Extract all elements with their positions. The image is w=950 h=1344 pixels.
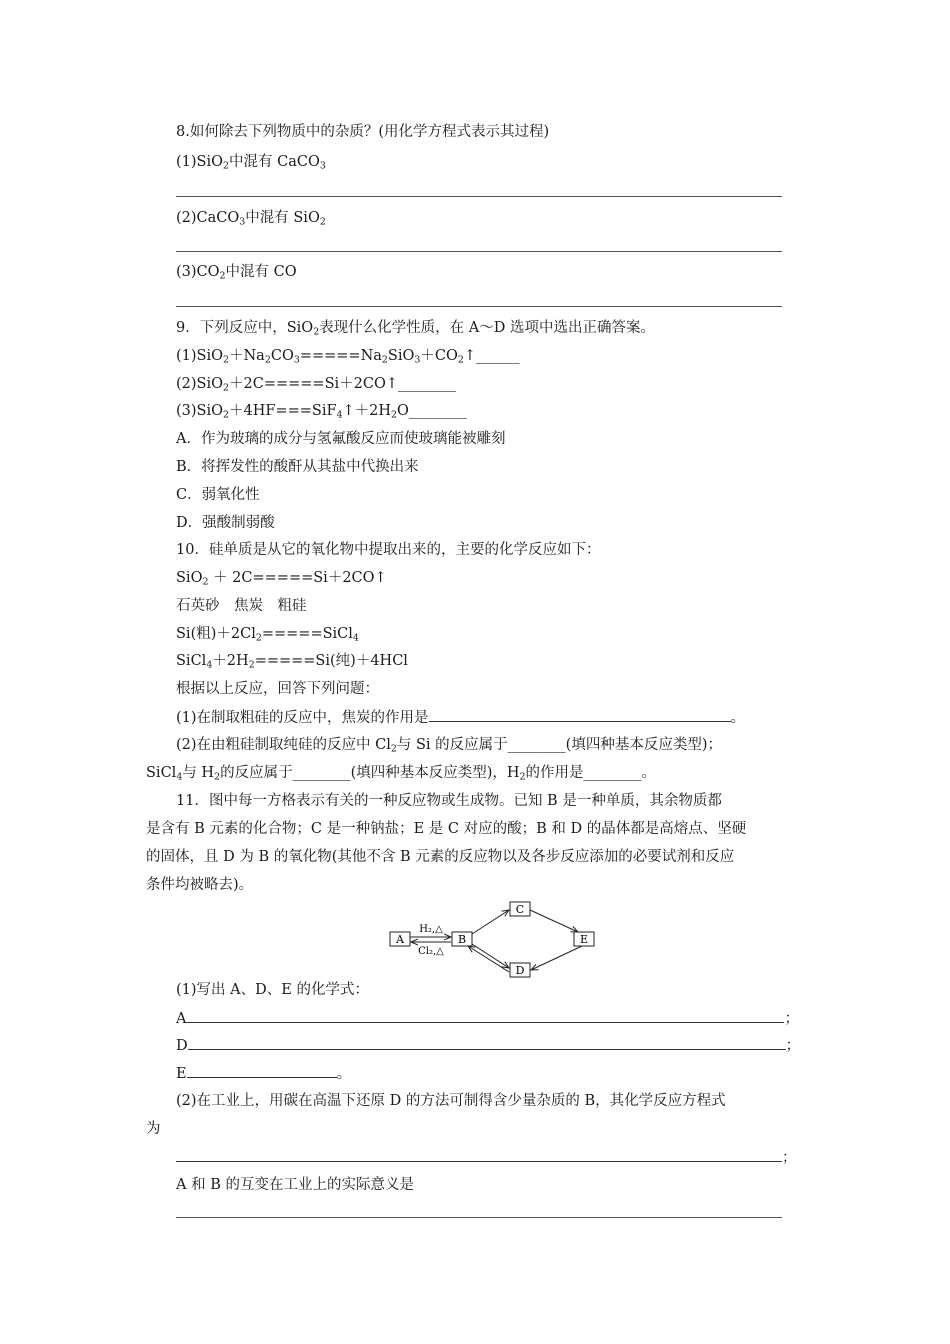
q11-part1: (1)写出 A、D、E 的化学式：: [176, 982, 369, 998]
q10-part1: (1)在制取粗硅的反应中，焦炭的作用是 。: [176, 707, 745, 728]
q11-answer-d-blank[interactable]: [188, 1035, 786, 1050]
q9-stem: 9．下列反应中，SiO$_2$表现什么化学性质，在 A～D 选项中选出正确答案。: [176, 320, 656, 338]
svg-text:A: A: [396, 933, 404, 946]
q9-equation-3: $(3)SiO_2+4HF===SiF_4↑+2H_2O\_\_\_\_\_\_\_\_$: [176, 403, 467, 421]
q10-reaction-1: SiO$_2$ ＋ 2C=====Si＋2CO↑: [176, 570, 387, 588]
label-h2-heat: H₂,△: [419, 924, 443, 935]
arrow-c-to-e: [530, 910, 578, 932]
q10-prompt: 根据以上反应，回答下列问题：: [176, 681, 379, 697]
q11-part2-line2: 为: [146, 1121, 161, 1137]
svg-text:E: E: [579, 933, 589, 946]
q11-stem-line2: 是含有 B 元素的化合物；C 是一种钠盐；E 是 C 对应的酸；B 和 D 的晶体都是高熔点、坚硬: [146, 821, 747, 837]
q11-answer-e-blank[interactable]: [187, 1063, 337, 1078]
q9-option-a: A．作为玻璃的成分与氢氟酸反应而使玻璃能被雕刻: [176, 431, 506, 447]
q10-part1-blank[interactable]: [429, 707, 731, 722]
q9-option-c: C．弱氧化性: [176, 487, 260, 503]
q11-answer-d: D ；: [176, 1035, 800, 1056]
q10-part2-line1: (2)在由粗硅制取纯硅的反应中 $Cl_2$与 Si 的反应属于________(填四种基本反应类型)；: [176, 737, 722, 755]
svg-text:D: D: [515, 964, 525, 977]
reaction-diagram: [388, 898, 598, 982]
q8-answer-line-1[interactable]: [176, 196, 782, 197]
q11-answer-a: A ；: [176, 1008, 799, 1029]
q9-option-b: B．将挥发性的酸酐从其盐中代换出来: [176, 459, 419, 475]
q9-equation-1: $(1)SiO_2+Na_2CO_3=====Na_2SiO_3+CO_2↑\_\_\_\_\_\_$: [176, 348, 520, 366]
node-b: [452, 932, 472, 946]
arrow-b-to-c: [472, 910, 509, 934]
q11-part2-line1: (2)在工业上，用碳在高温下还原 D 的方法可制得含少量杂质的 B，其化学反应方程式: [176, 1093, 726, 1109]
node-a: [390, 932, 410, 946]
node-e: [574, 932, 594, 946]
q11-part3-answer-line[interactable]: [176, 1217, 782, 1218]
q11-stem-line4: 条件均被略去)。: [146, 877, 254, 893]
q8-part2: (2)CaCO$_3$中混有 SiO$_2$: [176, 210, 326, 228]
q11-equation-answer: ；: [176, 1147, 797, 1168]
q9-option-d: D．强酸制弱酸: [176, 515, 275, 531]
node-c: [510, 902, 530, 916]
q10-stem: 10．硅单质是从它的氧化物中提取出来的，主要的化学反应如下：: [176, 542, 601, 558]
q9-equation-2: (2)SiO$_2$＋2C=====Si＋2CO↑________: [176, 376, 456, 394]
node-d: [510, 963, 530, 977]
q11-part3: A 和 B 的互变在工业上的实际意义是: [176, 1177, 414, 1193]
q8-stem: 8.如何除去下列物质中的杂质？(用化学方程式表示其过程): [176, 124, 550, 140]
q11-stem-line1: 11．图中每一方格表示有关的一种反应物或生成物。已知 B 是一种单质，其余物质都: [176, 793, 722, 809]
q8-part3: $(3)CO_2$中混有 CO: [176, 264, 297, 282]
label-cl2-heat: Cl₂,△: [418, 946, 444, 957]
arrow-b-to-d: [472, 944, 509, 968]
q10-reaction-3: $SiCl_4+2H_2=====Si$(纯)＋4HCl: [176, 653, 408, 671]
q11-answer-a-blank[interactable]: [186, 1008, 784, 1023]
q10-part2-line2: SiCl$_4$与 $H_2$的反应属于________(填四种基本反应类型)，$H_2$的作用是________。: [146, 765, 657, 783]
svg-text:C: C: [515, 903, 525, 916]
arrow-d-to-b: [468, 946, 509, 972]
arrow-e-to-d: [531, 946, 582, 970]
q8-answer-line-2[interactable]: [176, 251, 782, 252]
q8-part1: (1)SiO$_2$中混有 CaCO$_3$: [176, 154, 326, 172]
q10-reaction-2: Si(粗)$+2Cl_2=====SiCl_4$: [176, 626, 359, 644]
q11-equation-blank[interactable]: [176, 1147, 782, 1162]
q10-reaction-1-names: 石英砂 焦炭 粗硅: [176, 598, 307, 614]
q11-answer-e: E 。: [176, 1063, 351, 1084]
q11-stem-line3: 的固体，且 D 为 B 的氧化物(其他不含 B 元素的反应物以及各步反应添加的必要试剂和反应: [146, 849, 735, 865]
svg-text:B: B: [457, 933, 467, 946]
q8-answer-line-3[interactable]: [176, 306, 782, 307]
